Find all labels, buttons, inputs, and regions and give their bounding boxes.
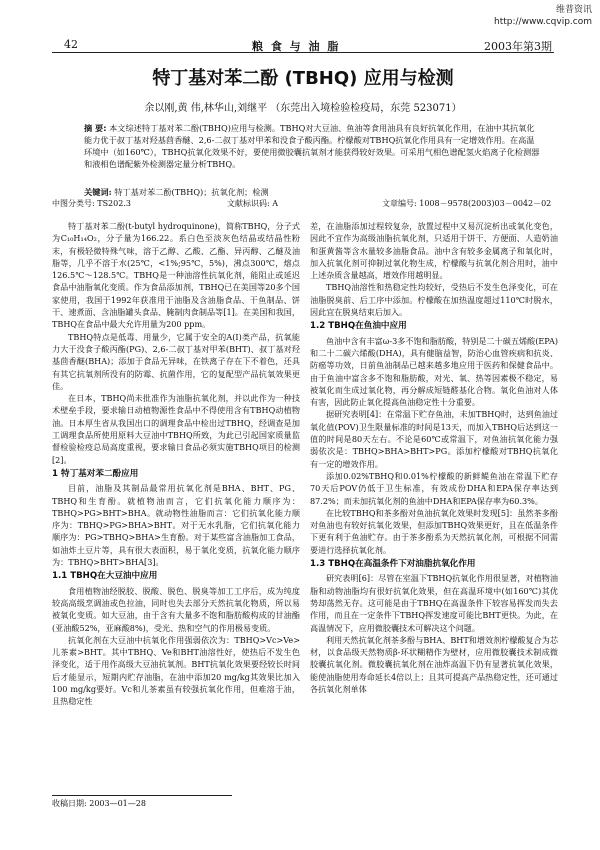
paragraph: TBHQ特点是低毒、用量少，它属于安全的A(I)类产品，抗氧能力大于没食子酸丙酯(PG)、2,6-二叔丁基对甲苯(BHT)、叔丁基对羟基茴香醚(BHA)；添加于食品无异味，在铁离子存在下不着色，还具有其它抗氧剂所没有的防霉、抗菌作用，它的复配型产品抗氧效果更佳。 — [52, 331, 300, 391]
paragraph: 据研究表明[4]：在常温下贮存鱼油，未加TBHQ时，达到鱼油过氧化值(POV)卫生限量标准的时间是13天，而加入TBHQ后达到这一值的时间是80天左右。不论是60℃或常温下，对鱼油抗氧化能力强弱依次是：TBHQ>BHA>BHT>PG。添加柠檬酸对TBHQ抗氧化有一定的增效作用。 — [310, 409, 558, 469]
watermark — [494, 4, 592, 28]
keywords-text: 特丁基对苯二酚(TBHQ)；抗氧化剂；检测 — [114, 187, 269, 197]
received-date-footnote: 收稿日期: 2003—01—28 — [52, 795, 232, 809]
paragraph: 食用植物油经脱胶、脱酸、脱色、脱臭等加工工序后，成为纯度较高高级烹调油或色拉油，同时也失去部分天然抗氧化物质，所以易被氧化变质。如大豆油，由于含有大量多不饱和脂肪酸构成的甘油酯(亚油酸52%，亚麻酸8%)，受光、热和空气的作用极易变质。 — [52, 585, 300, 633]
article-title: 特丁基对苯二酚 (TBHQ) 应用与检测 — [152, 68, 454, 89]
paragraph: 研究表明[6]：尽管在室温下TBHQ抗氧化作用很显著，对植物油脂和动物油脂均有很好抗氧化效果，但在高温环境中(如160℃)其优势却荡然无存。这可能是由于TBHQ在高温条件下较容易挥发而失去作用，而且在一定条件下TBHQ挥发速度可能比BHT更快。为此，在高温情况下，应用微胶囊技术可解决这个问题。 — [310, 573, 558, 633]
abstract-text: 本文综述特丁基对苯二酚(TBHQ)应用与检测。TBHQ对大豆油、鱼油等食用油具有良好抗氧化作用，在油中其抗氧化能力优于叔丁基对羟基茴香醚、2,6-二叔丁基对甲苯和没食子酸丙酯。柠檬酸对TBHQ抗氧化作用具有一定增效作用。在高温环境中（如160℃），TBHQ抗氧化效果不好，要使用微胶囊抗氧剂才能获得较好效果。可采用气相色谱配氢火焰离子化检测器和液相色谱配紫外检测器定量分析TBHQ。 — [84, 123, 540, 169]
running-header — [52, 38, 554, 53]
paragraph: 抗氧化剂在大豆油中抗氧化作用强弱依次为：TBHQ>Vc>Ve>儿茶素>BHT。其中TBHQ、Ve和BHT油溶性好，使热后不发生色泽变化，适于用作高级大豆油抗氧剂。BHT抗氧化效果要经较长时间后才能显示，短期内贮存油脂，在油中添加20 mg/kg其效果比加入100 mg/kg要好。Vc和儿茶素虽有较强抗氧化作用，但难溶于油，且热稳定性 — [52, 634, 300, 707]
paragraph: 在日本，TBHQ尚未批准作为油脂抗氧化剂，并以此作为一种技术壁垒手段，要求输日动植物源性食品中不得使用含有TBHQ动植物油。日本厚生省从我国出口的调理食品中检出过TBHQ，经调查是加工调理食品所使用原料大豆油中TBHQ所致，为此已引起国家质量监督检验检疫总局高度重视，要求输日食品必须实施TBHQ项目的检测[2]。 — [52, 393, 300, 465]
subsection-heading: 1.1 TBHQ在大豆油中应用 — [52, 571, 158, 582]
section-heading: 1 特丁基对苯二酚应用 — [52, 468, 139, 479]
keywords-label: 关键词: — [84, 187, 112, 197]
subsection-heading: 1.2 TBHQ在鱼油中应用 — [310, 321, 407, 332]
article-number: 文章编号: 1008－9578(2003)03－0042－02 — [382, 199, 552, 208]
abstract — [84, 122, 542, 170]
document-code: 文献标识码: A — [227, 199, 279, 208]
paragraph: 目前，油脂及其制品最常用抗氧化剂是BHA、BHT、PG、TBHQ和生育酚。就植物油而言，它们抗氧化能力顺序为：TBHQ>PG>BHT>BHA。就动物性油脂而言：它们抗氧化能力顺序为：TBHQ>PG>BHA>BHT。对于无水乳脂，它们抗氧化能力顺序为：PG>TBHQ>BHA>生育酚。对于某些富含油脂加工食品，如油炸土豆片等，具有很大表面积，易于氧化变质，抗氧化能力顺序为：TBHQ>BHT>BHA[3]。 — [52, 483, 300, 568]
right-column — [310, 220, 558, 695]
paragraph: 鱼油中含有丰富ω-3多不饱和脂肪酸，特别是二十碳五烯酸(EPA)和二十二碳六烯酸(DHA)，具有健脑益智，防治心血管疾病和抗炎、防癌等功效，日前鱼油制品已越来越多地应用于医药和保健食品中。由于鱼油中富含多不饱和脂肪酸，对光、氧、热等因素极不稳定，易被氧化而生成过氧化物，再分解成短链醛基化合物。氧化鱼油对人体有害，因此防止氧化提高鱼油稳定性十分重要。 — [310, 335, 558, 408]
classification-line — [52, 198, 554, 210]
left-column — [52, 220, 300, 708]
subsection-heading: 1.3 TBHQ在高温条件下对油脂抗氧化作用 — [310, 559, 476, 570]
paragraph: 利用天然抗氧化剂茶多酚与BHA、BHT和增效剂柠檬酸复合为芯材，以食品级天然物质β-环状糊精作为壁材，应用微胶囊技术制成微胶囊抗氧化剂。微胶囊抗氧化剂在油炸高温下仍有显著抗氧化效果，能使油脂使用寿命延长4倍以上；且其可提高产品热稳定性，还可通过各抗氧化剂单体 — [310, 634, 558, 694]
paragraph: 添加0.02%TBHQ和0.01%柠檬酸的新鲜鳀鱼油在常温下贮存70天后POV仍低于卫生标准，有效成份DHA和EPA保存率达到87.2%；而未加抗氧化剂的鱼油中DHA和EPA保存率为60.3%。 — [310, 470, 558, 506]
issue-label: 2003年第3期 — [484, 40, 552, 53]
clc-number: 中图分类号: TS202.3 — [52, 199, 131, 208]
watermark-site: 维普资讯 — [555, 5, 592, 15]
paragraph: 特丁基对苯二酚(t-butyl hydroquinone)，简称TBHQ，分子式为C₁₀H₁₄O₂，分子量为166.22。系白色至淡灰色结晶或结晶性粉末，有极轻微特殊气味，溶于乙醇、乙酸、乙酯、异丙醇、乙醚及油脂等，几乎不溶于水(25℃，<1%;95℃，5%)，沸点300℃，熔点126.5℃～128.5℃。TBHQ是一种油溶性抗氧化剂，能阻止或延迟食品中油脂氧化变质。作为食品添加剂，TBHQ已在美国等20多个国家使用，我国于1992年获准用于油脂及含油脂食品、干鱼制品、饼干、速煮面、含油脂罐头食品、腌制肉食制品等[1]。在美国和我国，TBHQ在食品中最大允许用量为200 ppm。 — [52, 221, 300, 330]
paragraph: 差，在油脂添加过程较复杂，放置过程中又易沉淀析出或氧化变色，因此不宜作为高级油脂抗氧化剂，只适用于饼干、方便面、人造奶油和蛋黄酱等含水量较多油脂食品。油中含有较多金属离子和氧化时，加入抗氧化剂可抑制过氧化物生成，柠檬酸与抗氧化剂合用时，油中上述杂质含量越高，增效作用越明显。 — [310, 221, 558, 281]
paragraph: 在比较TBHQ和茶多酚对鱼油抗氧化效果时发现[5]：虽然茶多酚对鱼油也有较好抗氧化效果，但添加TBHQ效果更好，且在低温条件下更有利于鱼油贮存。由于茶多酚系为天然抗氧化剂，可根据不同需要进行选择抗氧化剂。 — [310, 507, 558, 555]
watermark-url: http://www.cqvip.com — [494, 17, 592, 27]
journal-name: 粮 食 与 油 脂 — [252, 40, 341, 53]
paragraph: TBHQ油溶性和热稳定性均较好，受热后不发生色泽变化，可在油脂脱臭前、后工序中添加。柠檬酸在加热温度超过110℃时脱水，因此宜在脱臭结束后加入。 — [310, 282, 558, 318]
keywords — [84, 186, 542, 198]
abstract-label: 摘 要: — [84, 123, 107, 133]
page-number: 42 — [64, 38, 78, 51]
author-line: 余以刚,黄 伟,林华山,刘继平 （东莞出入境检验检疫局，东莞 523071） — [144, 103, 462, 114]
